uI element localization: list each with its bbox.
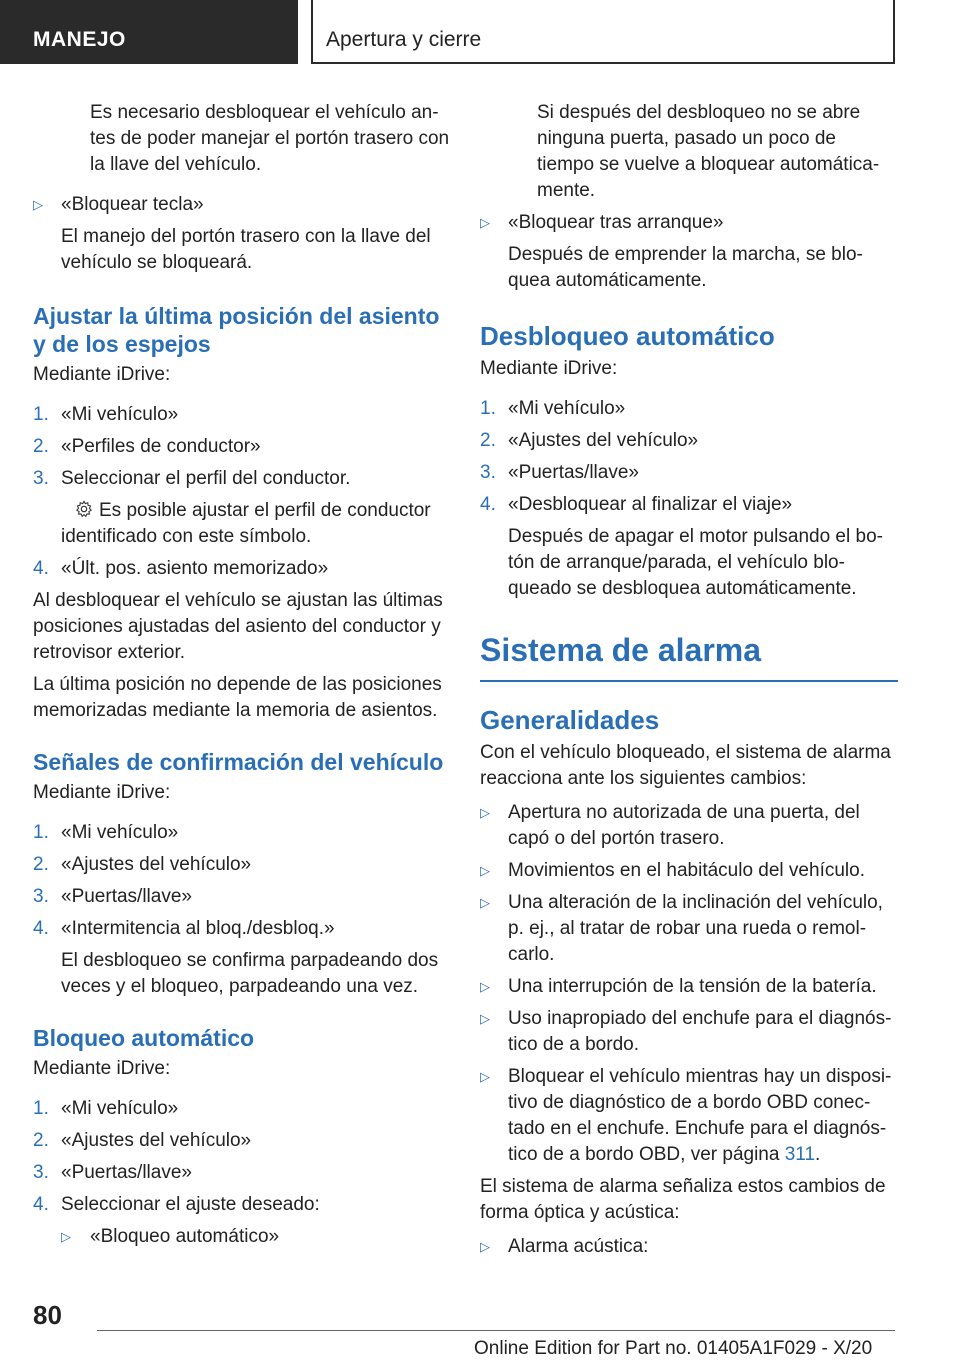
body-paragraph: La última posición no depende de las posiciones memorizadas mediante la memoria de asientos.: [33, 674, 442, 721]
idrive-label: Mediante iDrive:: [33, 364, 171, 385]
idrive-label: Mediante iDrive:: [480, 358, 618, 379]
list-item: ▷ Una interrupción de la tensión de la batería.: [480, 974, 898, 1000]
right-column: [480, 100, 898, 1260]
body-paragraph: Al desbloquear el vehículo se ajustan las últimas posiciones ajustadas del asiento del conductor y retrovisor exterior.: [33, 590, 443, 663]
section-heading: Generalidades: [480, 705, 660, 735]
step-item: 3. Seleccionar el perfil del conductor.: [33, 468, 351, 489]
step-item: 2. «Perfiles de conductor»: [33, 436, 261, 457]
step-item: 4. «Últ. pos. asiento memorizado»: [33, 558, 329, 579]
step-item: 4. «Desbloquear al finalizar el viaje»: [480, 494, 793, 515]
triangle-bullet-icon: ▷: [480, 895, 490, 910]
step-item: 3. «Puertas/llave»: [33, 1162, 192, 1183]
step-detail: El desbloqueo se confirma parpadeando dos veces y el bloqueo, parpadeando una vez.: [61, 950, 439, 997]
chapter-title: Sistema de alarma: [480, 632, 762, 668]
intro-paragraph: Es necesario desbloquear el vehículo an-tes de poder manejar el portón trasero con la llave del vehículo.: [90, 102, 450, 175]
triangle-bullet-icon: ▷: [480, 215, 490, 230]
step-item: 1. «Mi vehículo»: [33, 822, 179, 843]
step-detail: Después de apagar el motor pulsando el bo-tón de arranque/parada, el vehículo blo-queado se desbloquea automáticamente.: [508, 526, 883, 599]
list-item: ▷ Apertura no autorizada de una puerta, del capó o del portón trasero.: [480, 802, 860, 849]
continued-paragraph: Si después del desbloqueo no se abre ninguna puerta, pasado un poco de tiempo se vuelve a bloquear automática-mente.: [537, 102, 880, 201]
page-reference-link[interactable]: 311: [784, 1144, 816, 1165]
idrive-label: Mediante iDrive:: [33, 782, 171, 803]
triangle-bullet-icon: ▷: [480, 863, 490, 878]
sub-item: ▷ «Bloqueo automático»: [33, 1224, 451, 1250]
step-item: 3. «Puertas/llave»: [480, 462, 639, 483]
triangle-bullet-icon: ▷: [33, 197, 43, 212]
bullet-detail: El manejo del portón trasero con la llave del vehículo se bloqueará.: [61, 226, 431, 273]
list-item: ▷ Movimientos en el habitáculo del vehículo.: [480, 858, 898, 884]
list-item: ▷ Uso inapropiado del enchufe para el diagnós-tico de a bordo.: [480, 1008, 892, 1055]
profile-note: Es posible ajustar el perfil de conductor identificado con este símbolo.: [61, 500, 431, 547]
triangle-bullet-icon: ▷: [480, 805, 490, 820]
step-item: 1. «Mi vehículo»: [33, 1098, 179, 1119]
section-heading: Bloqueo automático: [33, 1025, 255, 1051]
list-item: ▷ Una alteración de la inclinación del vehículo, p. ej., al tratar de robar una rueda o remol-carlo.: [480, 892, 883, 965]
list-item: ▷ Alarma acústica:: [480, 1234, 898, 1260]
step-item: 1. «Mi vehículo»: [33, 404, 179, 425]
triangle-bullet-icon: ▷: [480, 1069, 490, 1084]
triangle-bullet-icon: ▷: [480, 1011, 490, 1026]
body-paragraph: El sistema de alarma señaliza estos cambios de forma óptica y acústica:: [480, 1176, 886, 1223]
step-item: 4. «Intermitencia al bloq./desbloq.»: [33, 918, 335, 939]
footer-edition: Online Edition for Part no. 01405A1F029 - X/20: [474, 1338, 873, 1359]
header-section: MANEJO: [33, 28, 126, 51]
chapter-rule: [480, 680, 898, 682]
step-item: 2. «Ajustes del vehículo»: [33, 1130, 252, 1151]
step-item: 4. Seleccionar el ajuste deseado:: [33, 1194, 320, 1215]
header-title-box: [311, 0, 895, 64]
section-heading: Señales de confirmación del vehículo: [33, 749, 444, 775]
left-column: [33, 100, 451, 1250]
section-heading: Desbloqueo automático: [480, 321, 775, 351]
gear-icon: [75, 500, 93, 518]
step-item: 1. «Mi vehículo»: [480, 398, 626, 419]
list-item: ▷ «Bloquear tras arranque»: [480, 210, 898, 236]
list-item: ▷ «Bloquear tecla»: [33, 192, 451, 218]
footer-rule: [97, 1330, 895, 1331]
triangle-bullet-icon: ▷: [61, 1229, 71, 1244]
step-item: 2. «Ajustes del vehículo»: [33, 854, 252, 875]
step-item: 3. «Puertas/llave»: [33, 886, 192, 907]
header-title: Apertura y cierre: [326, 28, 482, 51]
triangle-bullet-icon: ▷: [480, 1239, 490, 1254]
triangle-bullet-icon: ▷: [480, 979, 490, 994]
page-number: 80: [33, 1300, 62, 1330]
bullet-detail: Después de emprender la marcha, se blo-quea automáticamente.: [508, 244, 863, 291]
header-section-tab: [0, 0, 298, 64]
list-item: ▷ Bloquear el vehículo mientras hay un disposi-tivo de diagnóstico de a bordo OBD conec-tado en el enchufe. Enchufe para el diagnós-tico de a bordo OBD, ver página 311.: [480, 1066, 892, 1165]
idrive-label: Mediante iDrive:: [33, 1058, 171, 1079]
section-heading: Ajustar la última posición del asiento y de los espejos: [33, 303, 440, 357]
step-item: 2. «Ajustes del vehículo»: [480, 430, 699, 451]
body-paragraph: Con el vehículo bloqueado, el sistema de alarma reacciona ante los siguientes cambios:: [480, 742, 891, 789]
